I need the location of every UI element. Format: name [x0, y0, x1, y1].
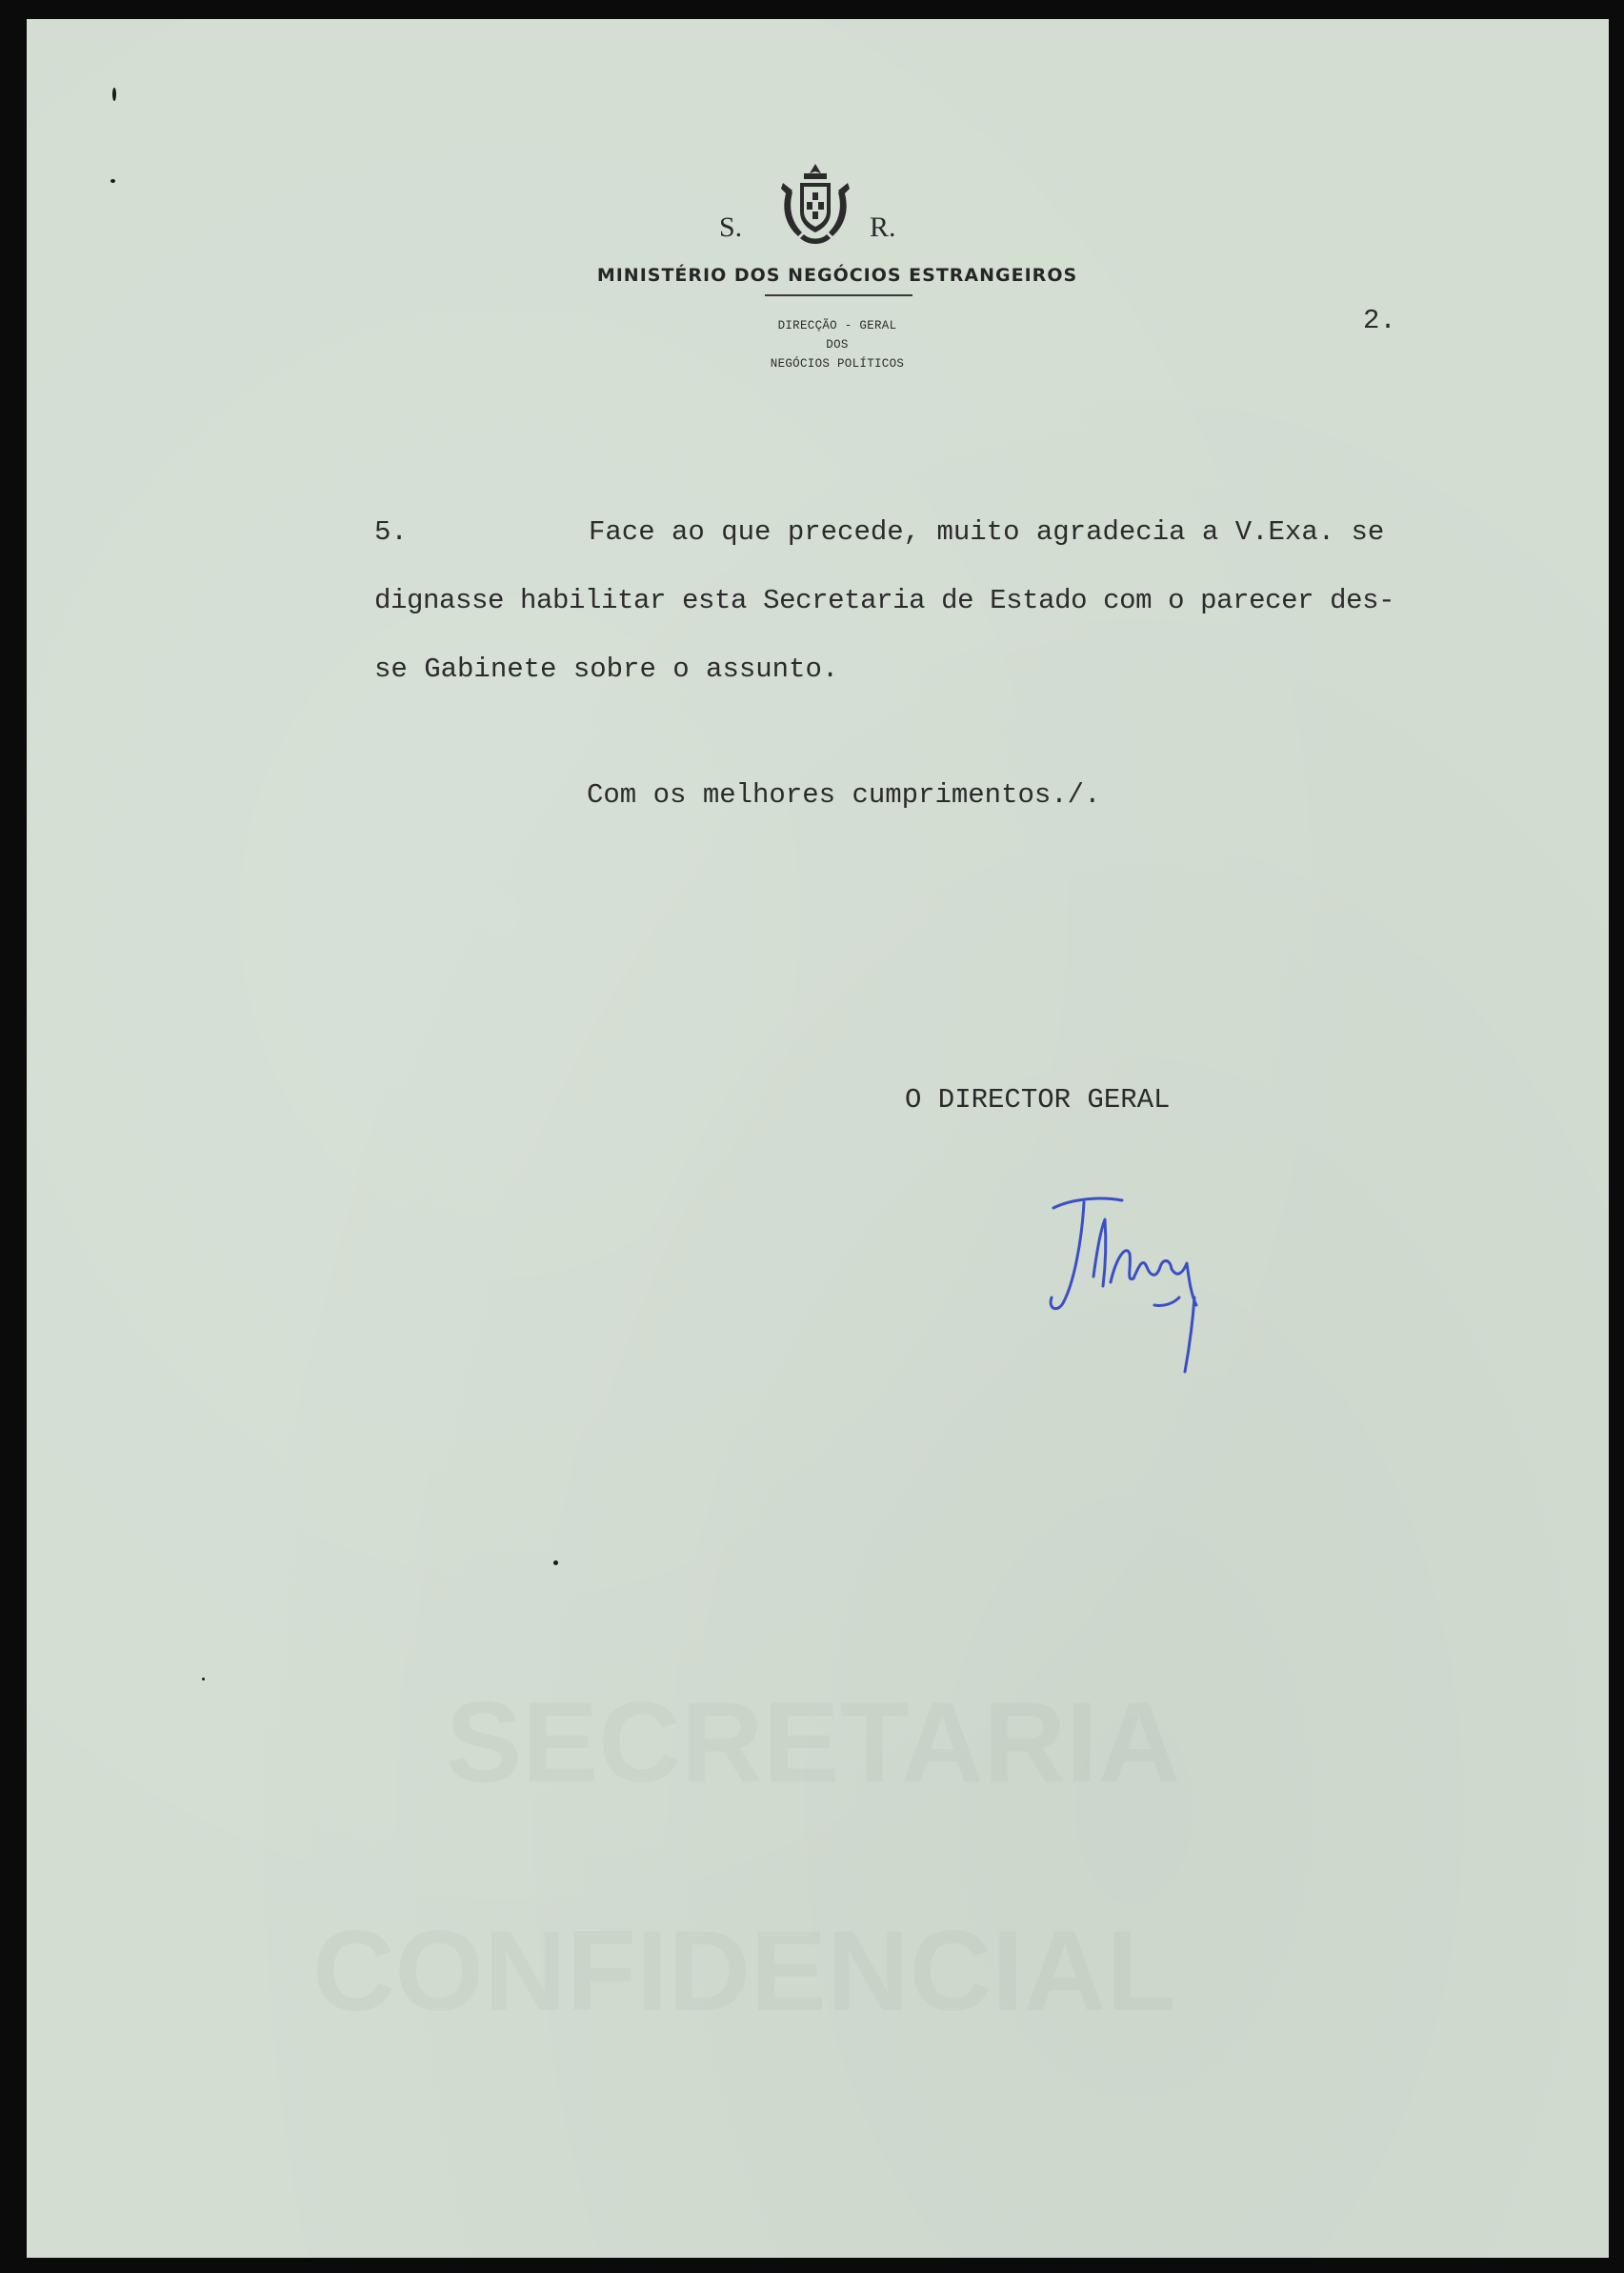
- paragraph-number: 5.: [374, 516, 408, 548]
- letterhead-initial-right: R.: [870, 211, 896, 243]
- signatory-title: O DIRECTOR GERAL: [905, 1084, 1171, 1116]
- letterhead-initial-left: S.: [719, 211, 743, 243]
- coat-of-arms-icon: [779, 162, 852, 250]
- paper-mark: [202, 1678, 205, 1680]
- department-line: NEGÓCIOS POLÍTICOS: [770, 357, 905, 371]
- paper-mark: [110, 179, 115, 183]
- show-through-text: [446, 1677, 1180, 1808]
- show-through-text: [312, 1905, 1176, 2037]
- closing-line: Com os melhores cumprimentos./.: [587, 779, 1101, 811]
- document-page: [27, 19, 1609, 2258]
- letterhead-divider: [765, 294, 912, 296]
- department-line: DIRECÇÃO - GERAL: [777, 319, 897, 332]
- body-line: se Gabinete sobre o assunto.: [374, 654, 839, 685]
- department-line: DOS: [826, 338, 849, 352]
- department-heading: [709, 316, 966, 373]
- page-number: 2.: [1363, 305, 1396, 336]
- paper-mark: [112, 88, 116, 101]
- body-line: Face ao que precede, muito agradecia a V.Exa. se: [589, 516, 1385, 548]
- body-line: dignasse habilitar esta Secretaria de Estado com o parecer des-: [374, 585, 1395, 616]
- handwritten-signature: [1034, 1191, 1244, 1391]
- paper-mark: [553, 1560, 558, 1565]
- ministry-name: MINISTÉRIO DOS NEGÓCIOS ESTRANGEIROS: [596, 265, 1078, 286]
